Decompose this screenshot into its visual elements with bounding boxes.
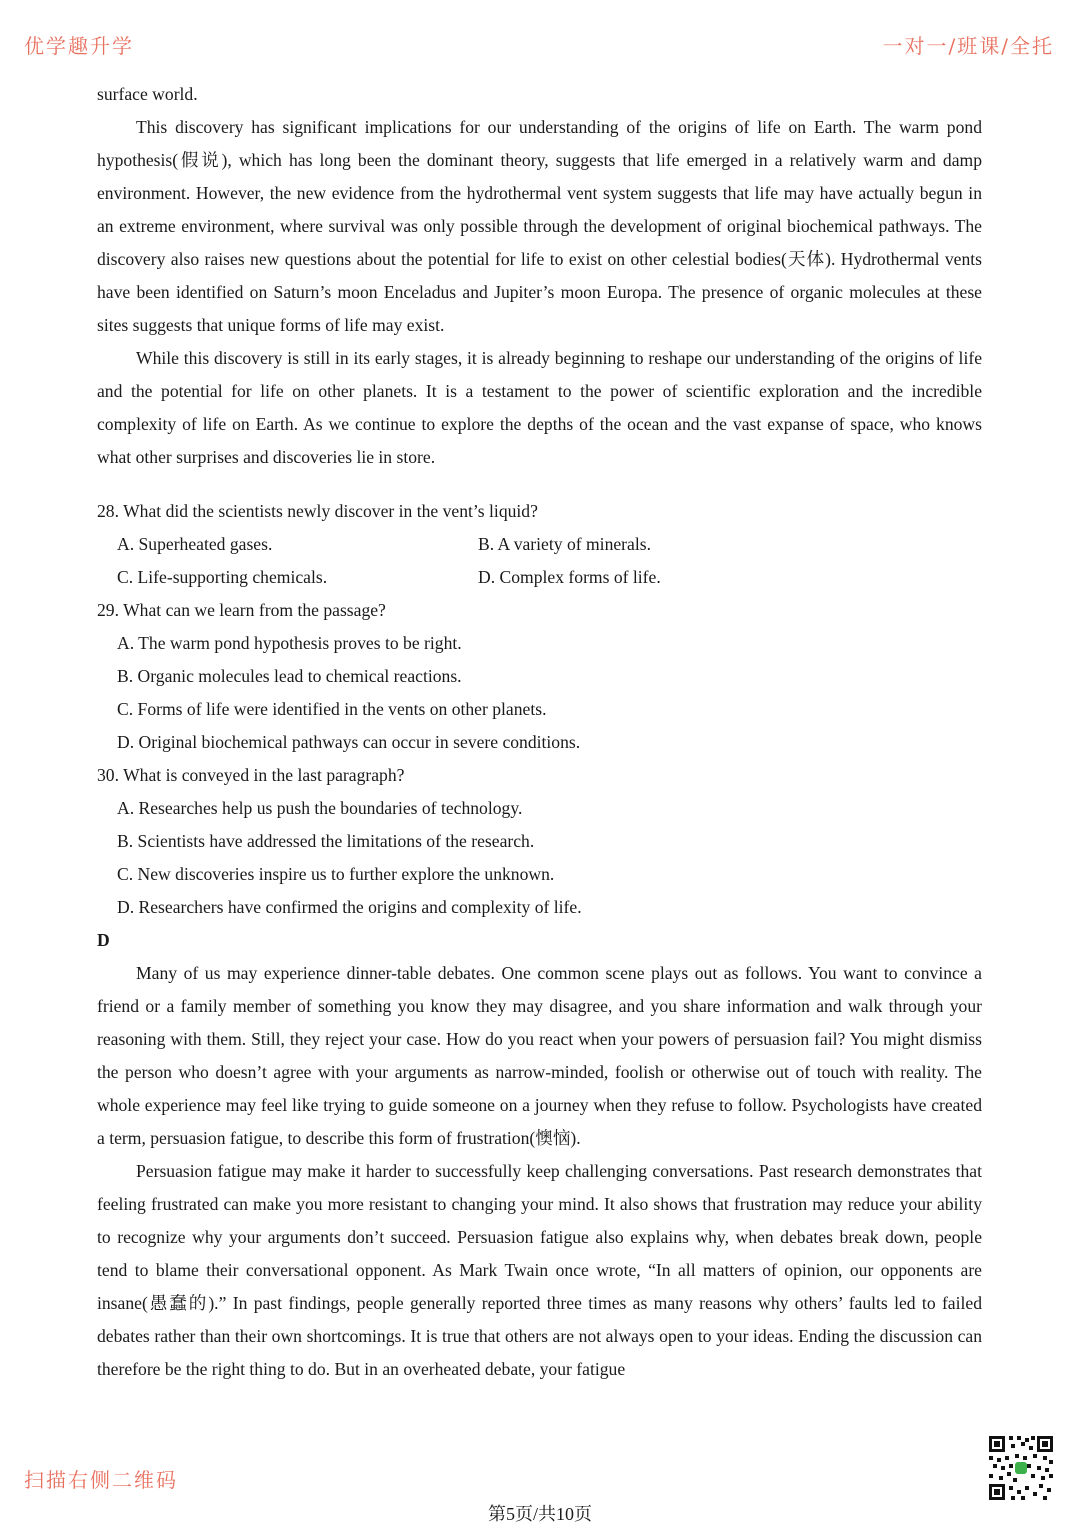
- question-30-option-a: A. Researches help us push the boundaries of technology.: [117, 798, 523, 818]
- passage-d-title: D: [97, 930, 110, 950]
- question-30-stem: 30. What is conveyed in the last paragraph?: [97, 765, 405, 785]
- brand-tagline-right: 一对一/班课/全托: [882, 34, 1054, 58]
- question-29-option-c: C. Forms of life were identified in the vents on other planets.: [117, 699, 547, 719]
- page-number: 第5页/共10页: [487, 1504, 592, 1524]
- passage-d-paragraph-1: Many of us may experience dinner-table debates. One common scene plays out as follows. You want to convince a friend or a family member of something you know they may disagree, and you share information and walk through your reasoning with them. Still, they reject your case. How do you react when your powers of persuasion fail? You might dismiss the person who doesn’t agree with your arguments as narrow-minded, foolish or otherwise out of touch with reality. The whole experience may feel like trying to guide someone on a journey when they refuse to follow. Psychologists have created a term, persuasion fatigue, to describe this form of frustration(懊恼).: [97, 963, 982, 1148]
- question-30-option-c: C. New discoveries inspire us to further explore the unknown.: [117, 864, 555, 884]
- question-29-option-d: D. Original biochemical pathways can occur in severe conditions.: [117, 732, 581, 752]
- question-28-option-c: C. Life-supporting chemicals.: [117, 567, 328, 587]
- question-29-stem: 29. What can we learn from the passage?: [97, 600, 386, 620]
- question-29-option-a: A. The warm pond hypothesis proves to be right.: [117, 633, 462, 653]
- scan-qr-prompt: 扫描右侧二维码: [24, 1468, 178, 1492]
- passage-d-paragraph-2: Persuasion fatigue may make it harder to successfully keep challenging conversations. Past research demonstrates that feeling frustrated can make you more resistant to changing your mind. It also shows that frustration may reduce your ability to recognize why your arguments don’t succeed. Persuasion fatigue also explains why, when debates break down, people tend to blame their conversational opponent. As Mark Twain once wrote, “In all matters of opinion, our opponents are insane(愚蠢的).” In past findings, people generally reported three times as many reasons why others’ faults led to failed debates rather than their own shortcomings. It is true that others are not always open to your ideas. Ending the discussion can therefore be the right thing to do. But in an overheated debate, your fatigue: [97, 1161, 982, 1379]
- question-29-option-b: B. Organic molecules lead to chemical reactions.: [117, 666, 462, 686]
- question-30-option-d: D. Researchers have confirmed the origins and complexity of life.: [117, 897, 582, 917]
- passage-c-paragraph-1: surface world.: [97, 84, 198, 104]
- page-content: [97, 78, 982, 1386]
- question-28-options: [97, 528, 982, 594]
- question-30-option-b: B. Scientists have addressed the limitations of the research.: [117, 831, 535, 851]
- question-28-stem: 28. What did the scientists newly discover in the vent’s liquid?: [97, 501, 538, 521]
- qr-code-icon[interactable]: [987, 1434, 1055, 1502]
- passage-c-paragraph-2: This discovery has significant implications for our understanding of the origins of life on Earth. The warm pond hypothesis(假说), which has long been the dominant theory, suggests that life emerged in a relatively warm and damp environment. However, the new evidence from the hydrothermal vent system suggests that life may have actually begun in an extreme environment, where survival was only possible through the development of original biochemical pathways. The discovery also raises new questions about the potential for life to exist on other celestial bodies(天体). Hydrothermal vents have been identified on Saturn’s moon Enceladus and Jupiter’s moon Europa. The presence of organic molecules at these sites suggests that unique forms of life may exist.: [97, 117, 982, 335]
- question-28-option-b: B. A variety of minerals.: [478, 534, 651, 554]
- question-28-option-a: A. Superheated gases.: [117, 534, 273, 554]
- passage-c-paragraph-3: While this discovery is still in its early stages, it is already beginning to reshape our understanding of the origins of life and the potential for life on other planets. It is a testament to the power of scientific exploration and the incredible complexity of life on Earth. As we continue to explore the depths of the ocean and the vast expanse of space, who knows what other surprises and discoveries lie in store.: [97, 348, 982, 467]
- brand-logo-left: 优学趣升学: [24, 34, 134, 58]
- question-28-option-d: D. Complex forms of life.: [478, 567, 661, 587]
